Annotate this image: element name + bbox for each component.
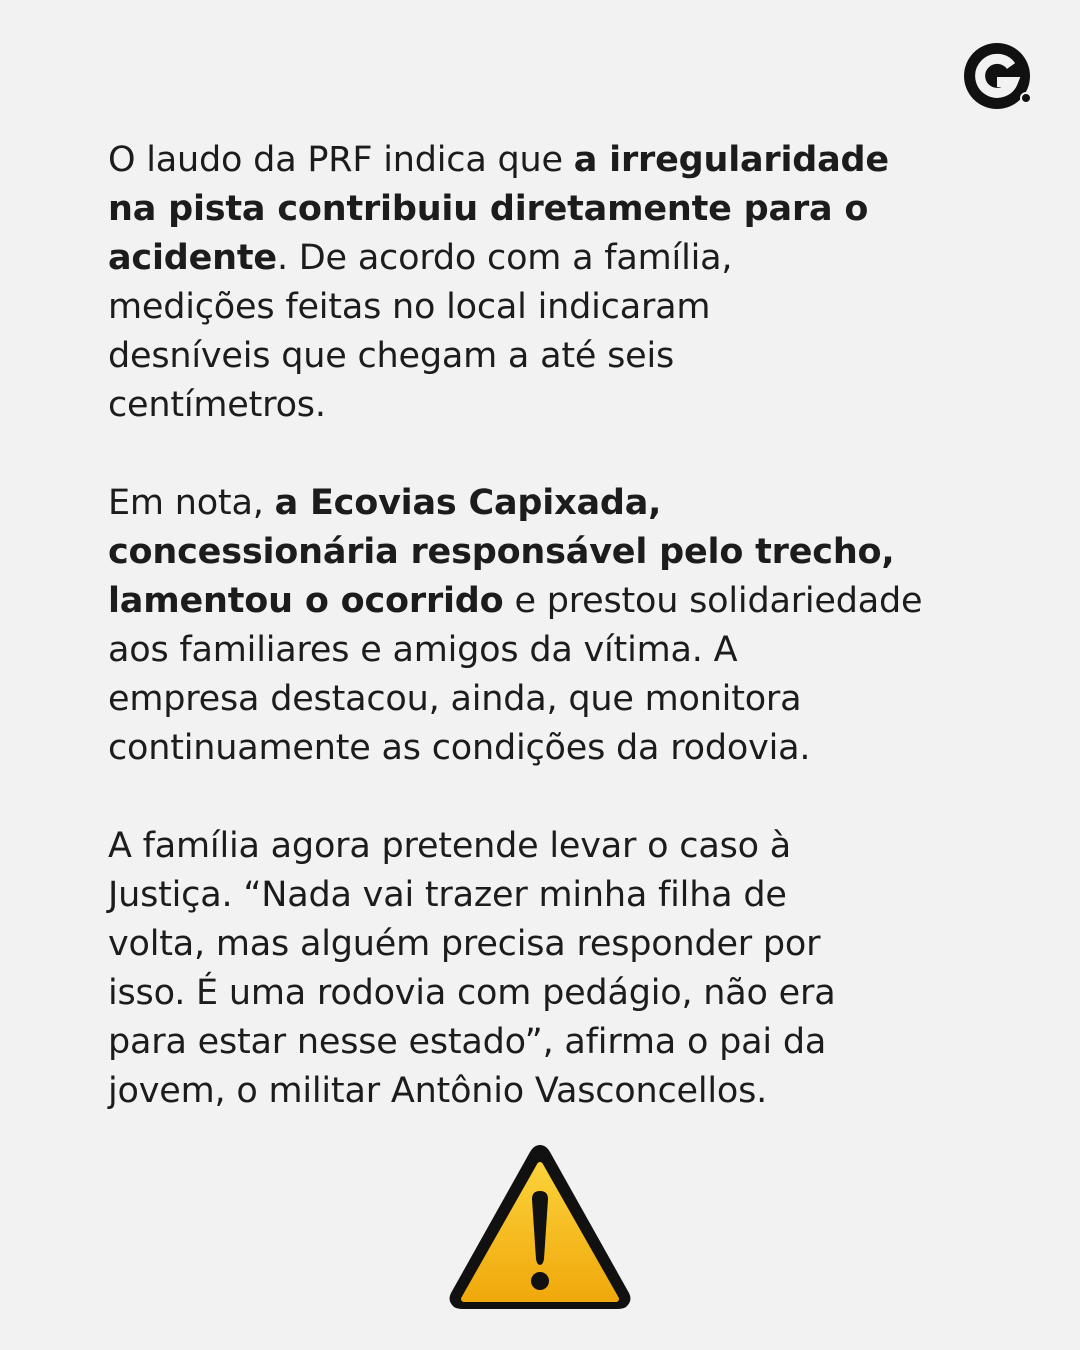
text-line [108,969,988,1018]
bold-text-segment: concessionária responsável pelo trecho, [108,532,895,572]
paragraph-familia-justica [108,822,988,1116]
text-line [108,724,988,773]
brand-logo-icon [963,42,1033,112]
bold-text-segment: a Ecovias Capixada, [274,483,662,523]
text-line [108,381,988,430]
text-segment: Em nota, [108,483,275,523]
text-segment: A família agora pretende levar o caso à [108,826,791,866]
text-segment: Justiça. “Nada vai trazer minha filha de [108,875,787,915]
text-line [108,136,988,185]
text-line [108,332,988,381]
warning-icon [446,1141,634,1313]
bold-text-segment: lamentou o ocorrido [108,581,504,621]
text-line [108,626,988,675]
text-segment: isso. É uma rodovia com pedágio, não era [108,973,836,1013]
text-segment: para estar nesse estado”, afirma o pai da [108,1022,827,1062]
paragraph-nota-ecovias [108,479,988,773]
text-line [108,528,988,577]
text-line [108,577,988,626]
text-segment: . De acordo com a família, [276,238,733,278]
text-line [108,283,988,332]
text-segment: empresa destacou, ainda, que monitora [108,679,802,719]
text-line [108,920,988,969]
text-line [108,675,988,724]
text-line [108,1067,988,1116]
bold-text-segment: a irregularidade [573,140,889,180]
text-segment: centímetros. [108,385,326,425]
text-segment: volta, mas alguém precisa responder por [108,924,821,964]
paragraph-laudo [108,136,988,430]
text-segment: e prestou solidariedade [503,581,923,621]
text-segment: continuamente as condições da rodovia. [108,728,811,768]
bold-text-segment: acidente [108,238,277,278]
text-line [108,234,988,283]
text-line [108,822,988,871]
text-segment: jovem, o militar Antônio Vasconcellos. [108,1071,768,1111]
text-line [108,479,988,528]
text-line [108,1018,988,1067]
text-segment: desníveis que chegam a até seis [108,336,675,376]
text-segment: aos familiares e amigos da vítima. A [108,630,738,670]
text-segment: O laudo da PRF indica que [108,140,574,180]
text-line [108,871,988,920]
bold-text-segment: na pista contribuiu diretamente para o [108,189,869,229]
text-segment: medições feitas no local indicaram [108,287,711,327]
text-line [108,185,988,234]
